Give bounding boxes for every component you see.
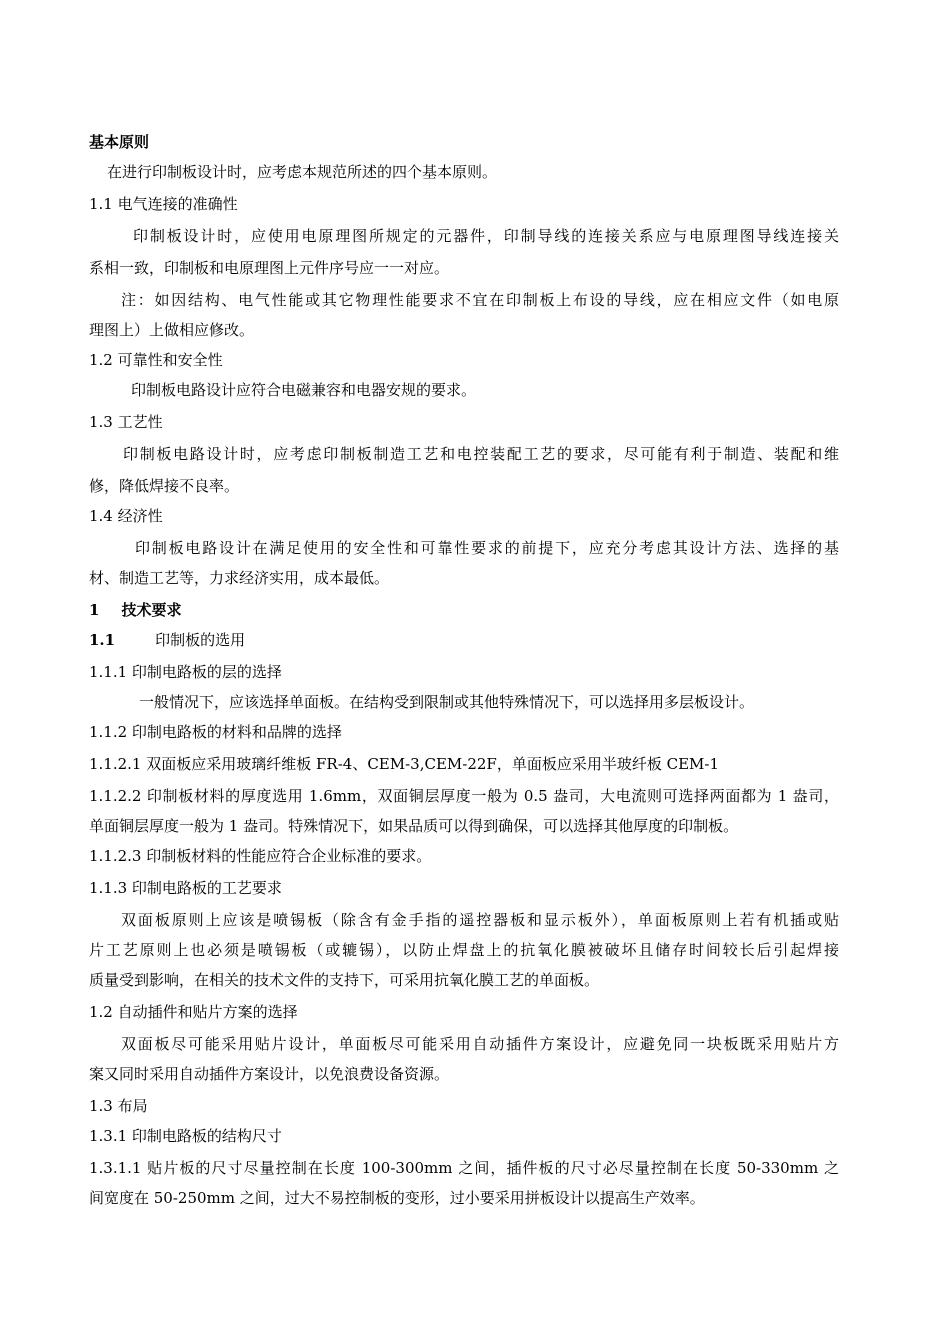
section-1-4-para-line2: 材、制造工艺等，力求经济实用，成本最低。 (89, 569, 390, 587)
tech-requirements-heading (89, 600, 839, 620)
tech-1-3-1-1-line1: 1.3.1.1 贴片板的尺寸尽量控制在长度 100-300mm 之间，插件板的尺寸必尽量控制在长度 50-330mm 之 (89, 1159, 839, 1177)
section-1-3-para-line2: 修，降低焊接不良率。 (89, 477, 240, 495)
tech-1-1-2-1-item: 1.1.2.1 双面板应采用玻璃纤维板 FR-4、CEM-3,CEM-22F，单面板应采用半玻纤板 CEM-1 (89, 755, 720, 773)
section-1-1-title: 1.1 电气连接的准确性 (89, 195, 238, 213)
tech-1-1-title: 印制板的选用 (155, 631, 246, 649)
heading-basic-principles: 基本原则 (89, 133, 150, 151)
tech-1-1-2-2-line2: 单面铜层厚度一般为 1 盎司。特殊情况下，如果品质可以得到确保，可以选择其他厚度的印制板。 (89, 817, 739, 835)
intro-paragraph: 在进行印制板设计时，应考虑本规范所述的四个基本原则。 (107, 163, 498, 181)
tech-1-2-para-line2: 案又同时采用自动插件方案设计，以免浪费设备资源。 (89, 1065, 450, 1083)
tech-1-1-2-3-item: 1.1.2.3 印制板材料的性能应符合企业标准的要求。 (89, 847, 432, 865)
tech-1-1-1-para: 一般情况下，应该选择单面板。在结构受到限制或其他特殊情况下，可以选择用多层板设计。 (139, 693, 755, 711)
tech-1-2-title: 1.2 自动插件和贴片方案的选择 (89, 1003, 298, 1021)
tech-1-1-number: 1.1 (89, 631, 116, 649)
section-1-2-title: 1.2 可靠性和安全性 (89, 351, 223, 369)
tech-requirements-number: 1 (89, 601, 100, 619)
tech-1-3-1-1-line2: 间宽度在 50-250mm 之间，过大不易控制板的变形，过小要采用拼板设计以提高生产效率。 (89, 1189, 705, 1207)
tech-1-3-title: 1.3 布局 (89, 1097, 148, 1115)
tech-1-1-3-para-line2: 片工艺原则上也必须是喷锡板（或辘锡），以防止焊盘上的抗氧化膜被破坏且储存时间较长后引起焊接 (89, 941, 839, 959)
section-1-4-para-line1: 印制板电路设计在满足使用的安全性和可靠性要求的前提下，应充分考虑其设计方法、选择的基 (135, 539, 839, 557)
section-1-3-para-line1: 印制板电路设计时，应考虑印制板制造工艺和电控装配工艺的要求，尽可能有利于制造、装配和维 (123, 445, 839, 463)
section-1-2-para: 印制板电路设计应符合电磁兼容和电器安规的要求。 (131, 381, 477, 399)
tech-1-1-2-2-line1: 1.1.2.2 印制板材料的厚度选用 1.6mm，双面铜层厚度一般为 0.5 盎司，大电流则可选择两面都为 1 盎司， (89, 787, 839, 805)
tech-1-3-1-title: 1.3.1 印制电路板的结构尺寸 (89, 1127, 282, 1145)
tech-1-1-heading (89, 630, 839, 650)
section-1-1-note-line2: 理图上）上做相应修改。 (89, 321, 255, 339)
section-1-1-note-line1: 注：如因结构、电气性能或其它物理性能要求不宜在印制板上布设的导线，应在相应文件（如电原 (121, 291, 839, 309)
tech-1-2-para-line1: 双面板尽可能采用贴片设计，单面板尽可能采用自动插件方案设计，应避免同一块板既采用贴片方 (121, 1035, 839, 1053)
section-1-4-title: 1.4 经济性 (89, 507, 163, 525)
section-1-3-title: 1.3 工艺性 (89, 413, 163, 431)
tech-1-1-2-title: 1.1.2 印制电路板的材料和品牌的选择 (89, 723, 342, 741)
tech-1-1-3-para-line3: 质量受到影响，在相关的技术文件的支持下，可采用抗氧化膜工艺的单面板。 (89, 971, 600, 989)
tech-requirements-title: 技术要求 (121, 601, 182, 619)
tech-1-1-3-title: 1.1.3 印制电路板的工艺要求 (89, 879, 282, 897)
section-1-1-para1-line2: 系相一致，印制板和电原理图上元件序号应一一对应。 (89, 259, 450, 277)
section-1-1-para1-line1: 印制板设计时，应使用电原理图所规定的元器件，印制导线的连接关系应与电原理图导线连接关 (133, 227, 839, 245)
tech-1-1-3-para-line1: 双面板原则上应该是喷锡板（除含有金手指的遥控器板和显示板外），单面板原则上若有机插或贴 (121, 911, 839, 929)
tech-1-1-1-title: 1.1.1 印制电路板的层的选择 (89, 663, 282, 681)
